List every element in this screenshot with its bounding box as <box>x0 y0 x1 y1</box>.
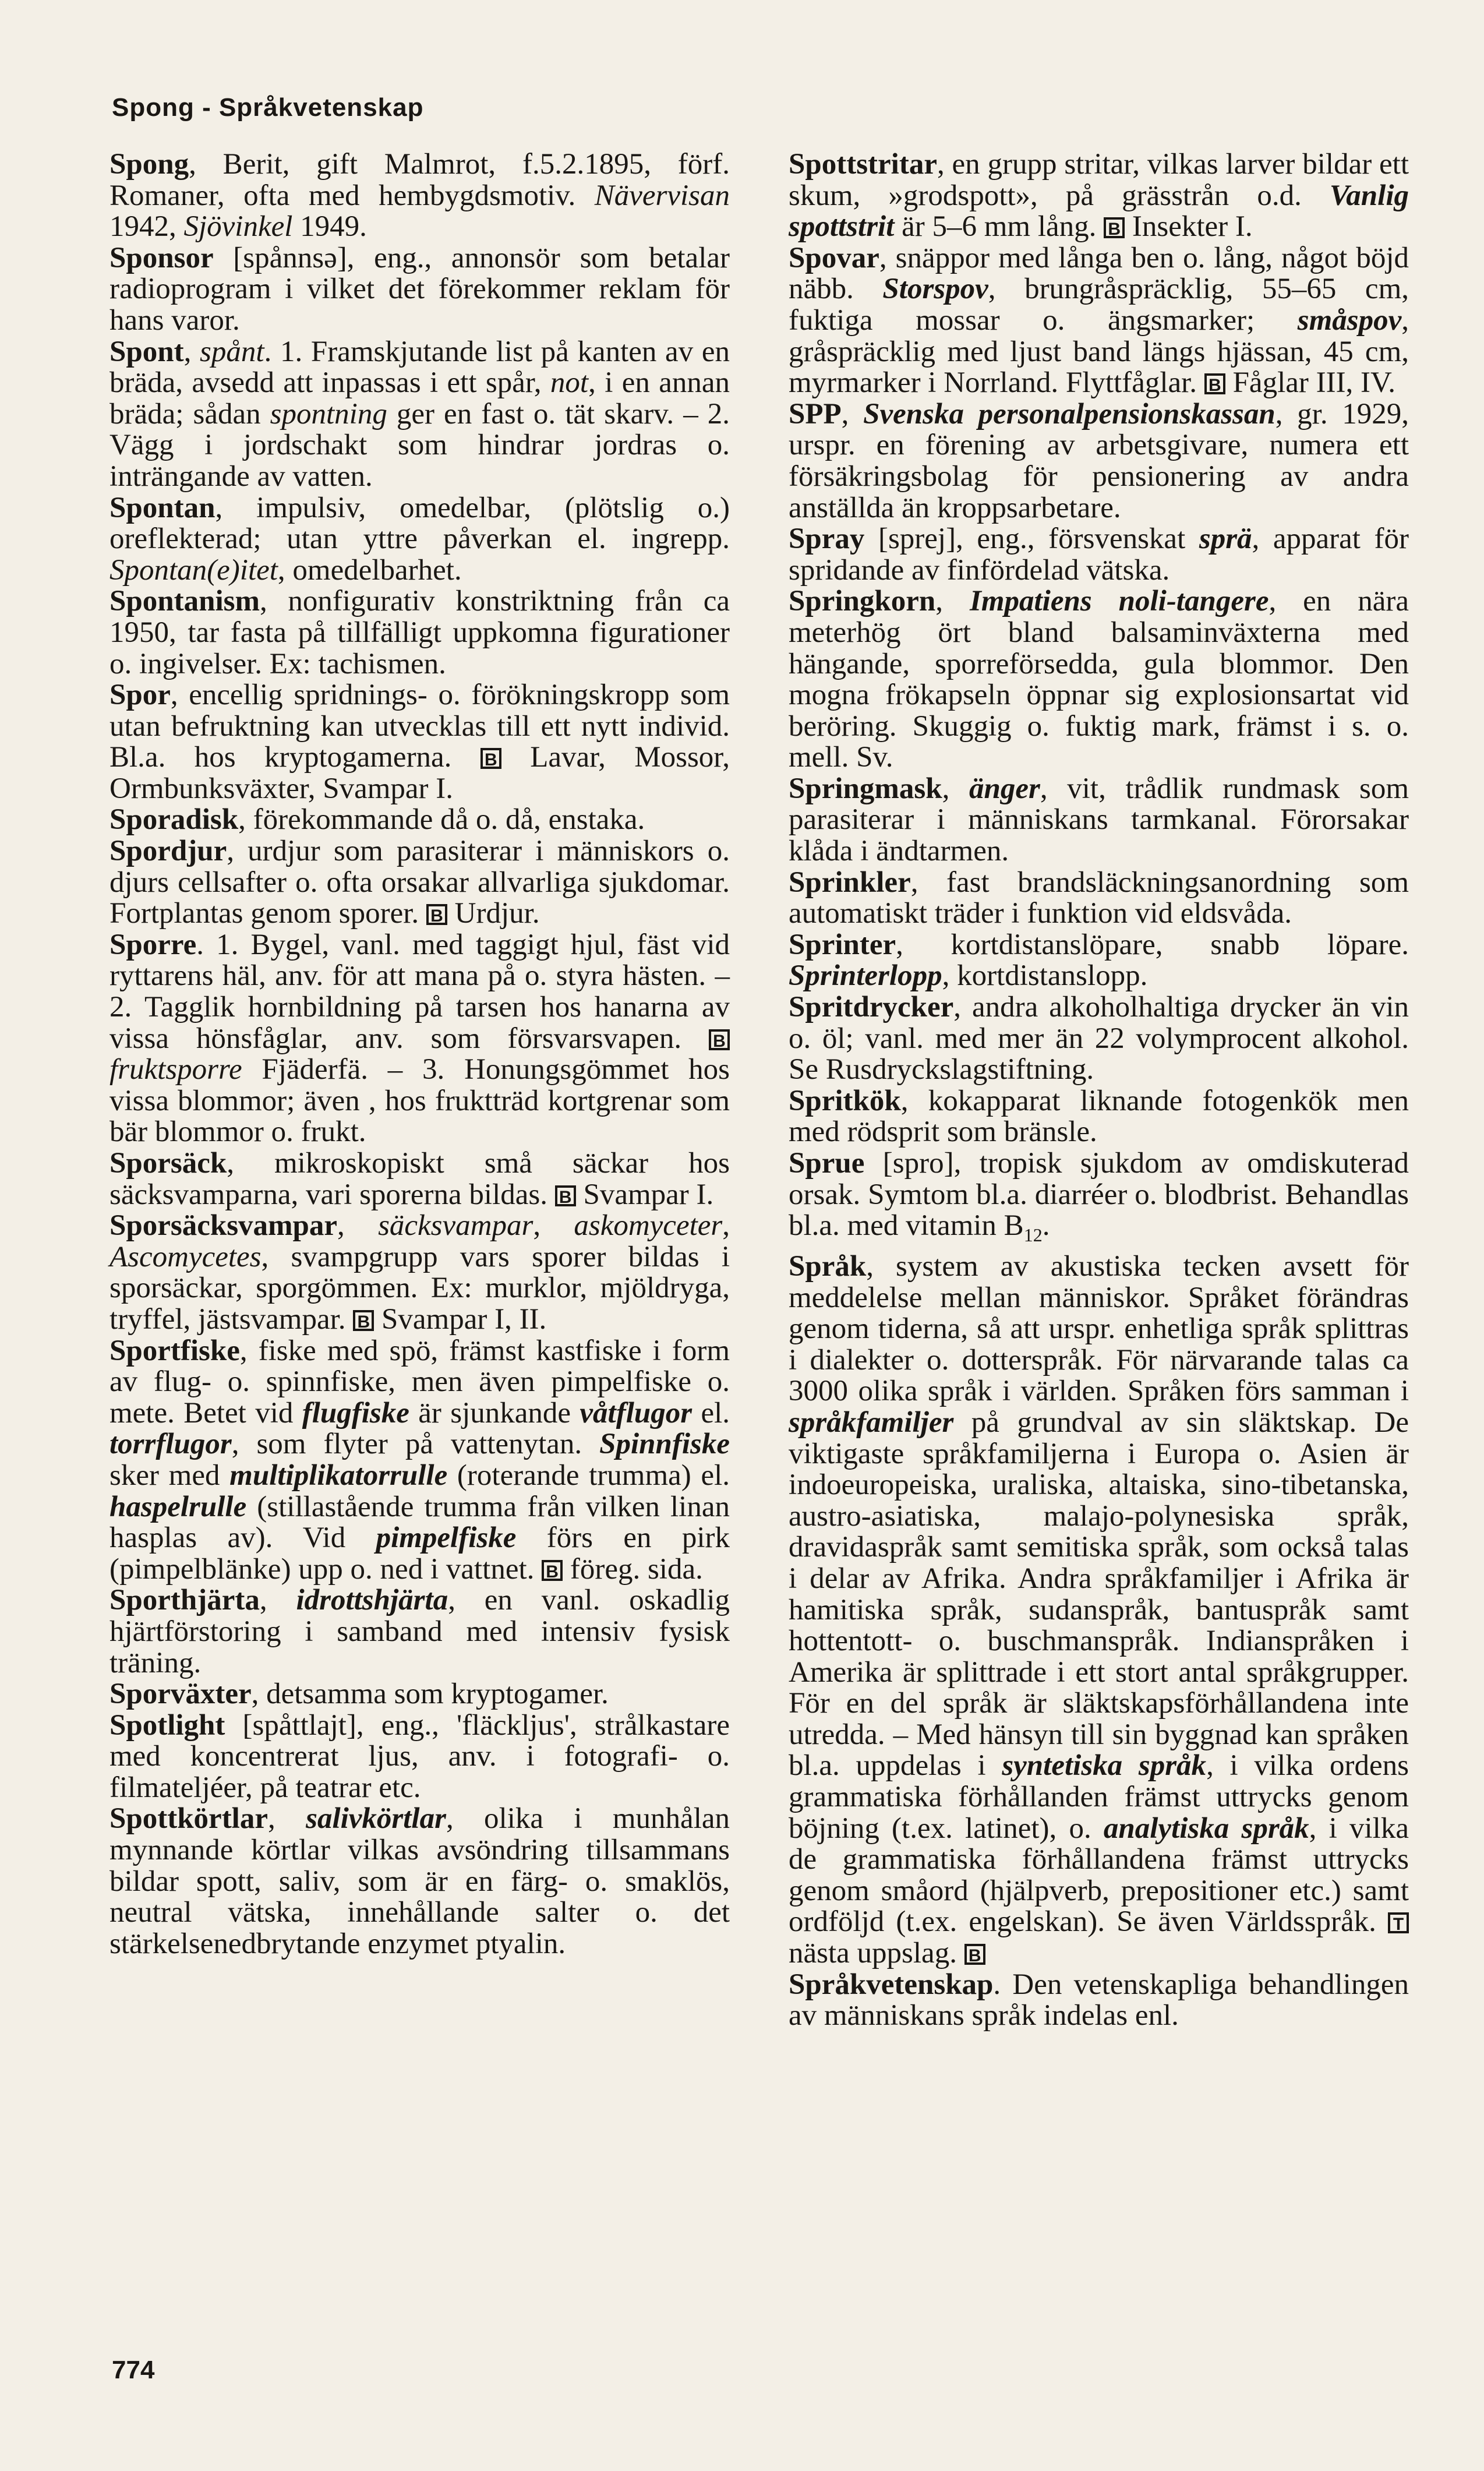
entry-emphasis: salivkörtlar <box>306 1802 446 1835</box>
entry-text: . <box>1042 1209 1050 1242</box>
entry-text: nästa uppslag. <box>789 1937 964 1970</box>
entry-headword: Sprinter <box>789 928 896 961</box>
entry-text: , <box>259 1584 296 1617</box>
entry-emphasis: flugfiske <box>302 1396 409 1429</box>
entry-text: 1942, <box>109 210 184 243</box>
dictionary-entry <box>109 243 730 337</box>
entry-emphasis: Vanlig spottstrit <box>789 179 1409 243</box>
entry-text: , <box>722 1209 730 1242</box>
entry-emphasis: Impatiens noli-tangere <box>969 585 1269 618</box>
entry-text: är 5–6 mm lång. <box>894 210 1104 243</box>
entry-headword: Spottstritar <box>789 148 937 181</box>
dictionary-entry <box>109 1803 730 1960</box>
entry-headword: Sprinkler <box>789 866 911 899</box>
entry-text: , omedelbarhet. <box>277 553 462 587</box>
entry-text: , gr. 1929, urspr. en förening av arbetsgivare, numera ett försäkringsbolag för pensionering av andra anställda än kroppsarbetare. <box>789 397 1409 524</box>
entry-text: [spånnsə], eng., annonsör som betalar radioprogram i vilket det förekommer reklam för hans varor. <box>109 241 730 337</box>
entry-headword: Spong <box>109 148 189 181</box>
entry-headword: SPP <box>789 397 842 430</box>
entry-text: , <box>267 1802 306 1835</box>
dictionary-entry <box>109 930 730 1148</box>
entry-headword: Sponsor <box>109 241 214 274</box>
entry-headword: Sprue <box>789 1147 865 1180</box>
entry-headword: Spritdrycker <box>789 991 954 1024</box>
entry-text: Fåglar III, IV. <box>1225 366 1396 400</box>
entry-text: (stillastående trumma från vilken linan hasplas av). Vid <box>109 1490 730 1555</box>
illustration-reference-icon: B <box>555 1185 576 1206</box>
dictionary-entry <box>109 493 730 587</box>
dictionary-entry <box>789 399 1409 524</box>
entry-headword: Sporre <box>109 928 197 961</box>
dictionary-entry <box>789 1251 1409 1969</box>
running-head: Spong - Språkvetenskap <box>112 93 424 122</box>
entry-text: . Den vetenskapliga behandlingen av människans språk indelas enl. <box>789 1968 1409 2032</box>
entry-text: el. <box>692 1396 730 1429</box>
entry-emphasis: Sprinterlopp <box>789 959 942 993</box>
entry-headword: Spray <box>789 523 865 556</box>
entry-text: på grundval av sin släktskap. De viktigaste språkfamiljerna i Europa o. Asien är indoeuropeiska, uraliska, altaiska, sino-tibetanska, austro-asiatiska, malajo-polynesiska språk, dravidaspråk samt semitiska språk, som också talas i delar av Afrika. Andra språkfamiljer i Afrika är hamitiska språk, sudanspråk, bantuspråk samt hottentott- o. buschmanspråk. Indianspråken i Amerika är splittrade i ett stort antal språkgrupper. För en del språk är släktskapsförhållandena inte utredda. – Med hänsyn till sin byggnad kan språken bl.a. uppdelas i <box>789 1406 1409 1782</box>
entry-text: , <box>337 1209 379 1242</box>
entry-italic: Sjövinkel <box>183 210 293 243</box>
entry-emphasis: Storspov <box>882 273 988 306</box>
entry-text: 1949. <box>292 210 367 243</box>
subscript: 12 <box>1023 1224 1043 1246</box>
entry-text: , mikroskopiskt små säckar hos säcksvamparna, vari sporerna bildas. <box>109 1147 730 1211</box>
entry-emphasis: änger <box>969 772 1040 805</box>
entry-headword: Spotlight <box>109 1708 225 1742</box>
illustration-reference-icon: B <box>964 1944 985 1965</box>
entry-text: , <box>183 335 200 368</box>
illustration-reference-icon: B <box>426 904 447 925</box>
entry-text: , kortdistanslöpare, snabb löpare. <box>896 928 1409 961</box>
entry-text: , en grupp stritar, vilkas larver bildar ett skum, »grodspott», på grässtrån o.d. <box>789 148 1409 212</box>
dictionary-entry <box>789 867 1409 930</box>
entry-text: , apparat för spridande av finfördelad vätska. <box>789 523 1409 587</box>
entry-italic: fruktsporre <box>109 1053 242 1086</box>
illustration-reference-icon: B <box>542 1560 563 1581</box>
entry-text: Urdjur. <box>447 897 540 930</box>
entry-text: föreg. sida. <box>563 1552 703 1586</box>
illustration-reference-icon: B <box>1204 373 1225 394</box>
dictionary-entry <box>789 1086 1409 1148</box>
entry-emphasis: språkfamiljer <box>789 1406 954 1439</box>
entry-text: , en nära meterhög ört bland balsaminväxterna med hängande, sporreförsedda, gula blommor. Den mogna frökapseln öppnar sig explosionsartat vid beröring. Skuggig o. fuktig mark, främst i s. o. mell. Sv. <box>789 585 1409 774</box>
entry-text: , impulsiv, omedelbar, (plötslig o.) oreflekterad; utan yttre påverkan el. ingrepp. <box>109 491 730 556</box>
entry-text: , kortdistanslopp. <box>942 959 1148 993</box>
dictionary-entry <box>789 1148 1409 1251</box>
entry-text: [spro], tropisk sjukdom av omdiskuterad orsak. Symtom bl.a. diarréer o. blodbrist. Behandlas bl.a. med vitamin B <box>789 1147 1409 1242</box>
entry-emphasis: haspelrulle <box>109 1490 247 1523</box>
dictionary-entry <box>109 149 730 243</box>
entry-text: , <box>935 585 970 618</box>
illustration-reference-icon: T <box>1388 1912 1409 1933</box>
entry-text: Lavar, Mossor, Ormbunksväxter, Svampar I. <box>109 741 730 805</box>
entry-headword: Spritkök <box>789 1084 901 1117</box>
entry-headword: Sporadisk <box>109 803 239 836</box>
entry-text: , svampgrupp vars sporer bildas i sporsäckar, sporgömmen. Ex: murklor, mjöldryga, tryffel, jästsvampar. <box>109 1240 730 1336</box>
entry-headword: Språkvetenskap <box>789 1968 994 2001</box>
dictionary-entry <box>109 1148 730 1210</box>
dictionary-entry <box>789 524 1409 586</box>
entry-emphasis: multiplikatorrulle <box>229 1459 448 1492</box>
dictionary-entry <box>109 1585 730 1679</box>
entry-text: , förekommande då o. då, enstaka. <box>238 803 645 836</box>
entry-text: Svampar I, II. <box>374 1302 547 1336</box>
dictionary-entry <box>789 930 1409 992</box>
dictionary-entry <box>789 243 1409 399</box>
entry-text: , olika i munhålan mynnande körtlar vilkas avsöndring tillsammans bildar spott, saliv, som är en färg- o. smaklös, neutral vätska, innehållande salter o. det stärkelsenedbrytande enzymet ptyalin. <box>109 1802 730 1960</box>
entry-text: (roterande trumma) el. <box>447 1459 730 1492</box>
dictionary-entry <box>109 1210 730 1335</box>
entry-italic: spontning <box>270 397 387 430</box>
entry-headword: Sporthjärta <box>109 1584 260 1617</box>
dictionary-entry <box>109 586 730 680</box>
entry-text: Fjäderfä. – 3. Honungsgömmet hos vissa blommor; även <box>109 1053 730 1117</box>
entry-headword: Språk <box>789 1249 867 1283</box>
entry-emphasis: idrottshjärta <box>296 1584 448 1617</box>
entry-text: , i en annan bräda; sådan <box>109 366 730 430</box>
entry-text: Svampar I. <box>575 1178 714 1211</box>
entry-text: , brungråspräcklig, 55–65 cm, fuktiga mossar o. ängsmarker; <box>789 273 1409 337</box>
dictionary-entry <box>109 680 730 804</box>
entry-text: , i vilka ordens grammatiska förhållanden främst uttrycks genom böjning (t.ex. latinet), o. <box>789 1749 1409 1845</box>
entry-emphasis: torrflugor <box>109 1428 232 1461</box>
illustration-reference-icon: B <box>480 748 501 769</box>
entry-headword: Spovar <box>789 241 879 274</box>
entry-text: [spåttlajt], eng., 'fläckljus', strålkastare med koncentrerat ljus, anv. i fotografi- o. filmateljéer, på teatrar etc. <box>109 1708 730 1804</box>
entry-text: , detsamma som kryptogamer. <box>251 1678 609 1711</box>
entry-text: , en vanl. oskadlig hjärtförstoring i samband med intensiv fysisk träning. <box>109 1584 730 1679</box>
entry-headword: Spontanism <box>109 585 260 618</box>
dictionary-entry <box>109 1679 730 1710</box>
entry-text: , <box>841 397 864 430</box>
right-column <box>789 149 1409 2032</box>
entry-text: , fiske med spö, främst kastfiske i form av flug- o. spinnfiske, men även pimpelfiske o. mete. Betet vid <box>109 1334 730 1429</box>
entry-italic: Ascomycetes <box>109 1240 262 1273</box>
entry-text: , system av akustiska tecken avsett för meddelelse mellan människor. Språket förändras genom tiderna, så att urspr. enhetliga språk splittras i dialekter o. dotterspråk. För närvarande talas ca 3000 olika språk i världen. Språken förs samman i <box>789 1249 1409 1408</box>
entry-headword: Sportfiske <box>109 1334 240 1367</box>
entry-text: Insekter I. <box>1125 210 1253 243</box>
entry-italic: Nävervisan <box>594 179 730 212</box>
entry-emphasis: sprä <box>1199 523 1252 556</box>
entry-italic: askomyceter <box>574 1209 723 1242</box>
entry-text: . 1. Framskjutande list på kanten av en bräda, avsedd att inpassas i ett spår, <box>109 335 730 400</box>
entry-emphasis: våtflugor <box>580 1396 692 1429</box>
dictionary-entry <box>109 836 730 930</box>
entry-italic: spånt <box>200 335 264 368</box>
dictionary-entry <box>789 1969 1409 2032</box>
entry-text: ger en fast o. tät skarv. – 2. Vägg i jordschakt som hindrar jordras o. inträngande av vatten. <box>109 397 730 493</box>
dictionary-entry <box>109 1336 730 1586</box>
entry-emphasis: Spinnfiske <box>599 1428 730 1461</box>
entry-headword: Springkorn <box>789 585 936 618</box>
entry-text: , vit, trådlik rundmask som parasiterar i människans tarmkanal. Förorsakar klåda i ändtarmen. <box>789 772 1409 868</box>
entry-headword: Sporsäcksvampar <box>109 1209 338 1242</box>
dictionary-entry <box>789 586 1409 774</box>
entry-text: förs en pirk (pimpelblänke) upp o. ned i vattnet. <box>109 1522 730 1586</box>
entry-headword: Sporsäck <box>109 1147 227 1180</box>
entry-text: , kokapparat liknande fotogenkök men med rödsprit som bränsle. <box>789 1084 1409 1149</box>
entry-headword: Spordjur <box>109 835 227 868</box>
entry-text: , Berit, gift Malmrot, f.5.2.1895, förf. Romaner, ofta med hembygdsmotiv. <box>109 148 730 212</box>
entry-emphasis: Svenska personalpensionskassan <box>863 397 1275 430</box>
entry-text: är sjunkande <box>409 1396 580 1429</box>
illustration-reference-icon: B <box>353 1310 374 1331</box>
entry-text: , <box>533 1209 574 1242</box>
entry-text: , fast brandsläckningsanordning som automatiskt träder i funktion vid eldsvåda. <box>789 866 1409 930</box>
illustration-reference-icon: B <box>709 1029 730 1050</box>
entry-headword: Sporväxter <box>109 1678 252 1711</box>
entry-italic: not <box>550 366 589 400</box>
dictionary-entry <box>789 774 1409 867</box>
page-number: 774 <box>112 2356 155 2384</box>
entry-headword: Spontan <box>109 491 215 524</box>
entry-emphasis: syntetiska språk <box>1002 1749 1207 1782</box>
entry-emphasis: småspov <box>1297 303 1402 337</box>
entry-italic: Spontan(e)itet <box>109 553 278 587</box>
left-column <box>109 149 730 1960</box>
dictionary-entry <box>109 337 730 493</box>
entry-headword: Spottkörtlar <box>109 1802 268 1835</box>
dictionary-entry <box>789 992 1409 1086</box>
entry-text: , nonfigurativ konstriktning från ca 1950, tar fasta på tillfälligt uppkomna figurationer o. ingivelser. Ex: tachismen. <box>109 585 730 680</box>
entry-emphasis: pimpelfiske <box>376 1522 517 1555</box>
entry-headword: Spont <box>109 335 184 368</box>
entry-italic: säcksvampar <box>378 1209 533 1242</box>
entry-text: , andra alkoholhaltiga drycker än vin o. öl; vanl. med mer än 22 volymprocent alkohol. Se Rusdryckslagstiftning. <box>789 991 1409 1086</box>
entry-text: , snäppor med långa ben o. lång, något böjd näbb. <box>789 241 1409 306</box>
entry-text: , <box>942 772 969 805</box>
entry-text: . 1. Bygel, vanl. med taggigt hjul, fäst vid ryttarens häl, anv. för att mana på o. styra hästen. – 2. Tagglik hornbildning på tarsen hos hanarna av vissa hönsfåglar, anv. som försvarsvapen. <box>109 928 730 1055</box>
entry-text: , som flyter på vattenytan. <box>231 1428 600 1461</box>
entry-text: , urdjur som parasiterar i människors o. djurs cellsafter o. ofta orsakar allvarliga sjukdomar. Fortplantas genom sporer. <box>109 835 730 930</box>
dictionary-entry <box>109 1710 730 1804</box>
illustration-reference-icon: B <box>1104 217 1125 238</box>
entry-text: , encellig spridnings- o. förökningskropp som utan befruktning kan utvecklas till ett nytt individ. Bl.a. hos kryptogamerna. <box>109 679 730 774</box>
entry-headword: Springmask <box>789 772 942 805</box>
entry-text: sker med <box>109 1459 230 1492</box>
entry-headword: Spor <box>109 679 171 712</box>
dictionary-entry <box>789 149 1409 243</box>
entry-text: , gråspräcklig med ljust band längs hjässan, 45 cm, myrmarker i Norrland. Flyttfåglar. <box>789 303 1409 400</box>
dictionary-entry <box>109 804 730 836</box>
entry-text: , hos fruktträd kortgrenar som bär blommor o. frukt. <box>109 1084 730 1149</box>
entry-text: [sprej], eng., försvenskat <box>864 523 1199 556</box>
entry-text: , i vilka de grammatiska förhållandena främst uttrycks genom småord (hjälpverb, prepositioner etc.) samt ordföljd (t.ex. engelskan). Se även Världsspråk. <box>789 1812 1409 1939</box>
entry-emphasis: analytiska språk <box>1103 1812 1309 1845</box>
